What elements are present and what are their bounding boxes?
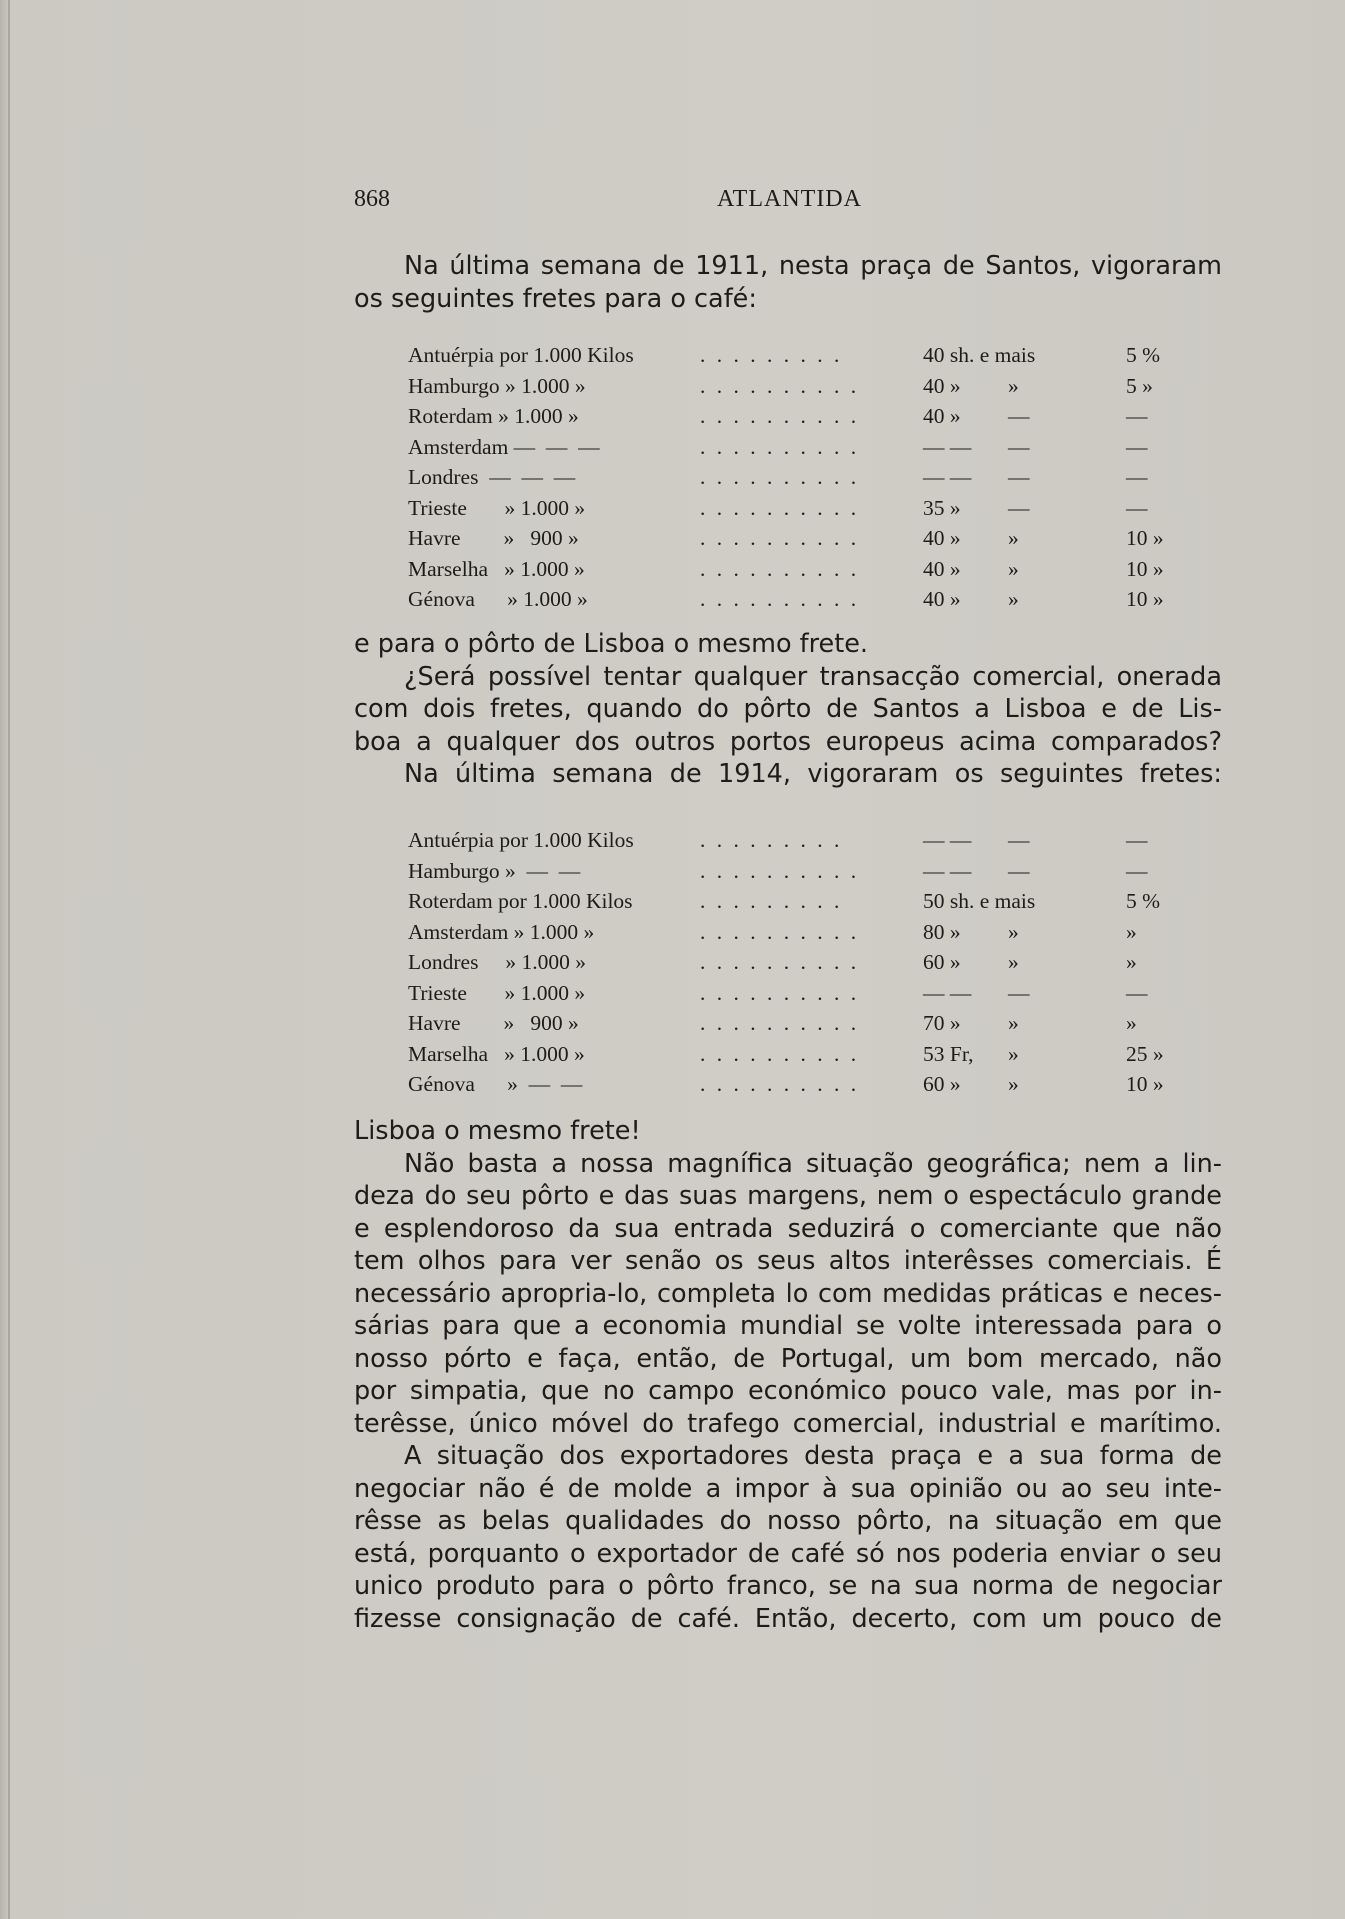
- text-line: está, porquanto o exportador de café só nos poderia enviar o seu: [354, 1538, 1222, 1569]
- table-row: [408, 1042, 1208, 1073]
- text-line: rêsse as belas qualidades do nosso pôrto, na situação em que: [354, 1506, 1222, 1536]
- freight-value: 80 »: [923, 919, 961, 944]
- leader-dots: . . . . . . . . . .: [700, 1072, 860, 1096]
- surcharge-mark: »: [1008, 1072, 1019, 1096]
- percent-value: —: [1126, 434, 1148, 459]
- leader-dots: . . . . . . . . . .: [700, 556, 860, 581]
- surcharge-mark: »: [1008, 1011, 1019, 1035]
- port-cell: Amsterdam — — —: [408, 434, 600, 459]
- freight-value: 35 »: [923, 495, 961, 520]
- port-cell: Hamburgo » 1.000 »: [408, 373, 586, 398]
- table-row: [408, 465, 1208, 496]
- port-cell: Hamburgo » — —: [408, 858, 581, 883]
- table-row: [408, 496, 1208, 527]
- port-cell: Marselha » 1.000 »: [408, 1041, 585, 1066]
- table-row: [408, 889, 1208, 920]
- leader-dots: . . . . . . . . .: [700, 828, 843, 852]
- freight-value: — —: [923, 434, 972, 459]
- text-line: negociar não é de molde a impor à sua opinião ou ao seu inte-: [354, 1473, 1222, 1504]
- percent-value: 25 »: [1126, 1041, 1164, 1066]
- freight-value: — —: [923, 980, 972, 1005]
- table-row: [408, 920, 1208, 951]
- port-cell: Amsterdam » 1.000 »: [408, 919, 595, 944]
- surcharge-mark: —: [1008, 980, 1030, 1005]
- leader-dots: . . . . . . . . . .: [700, 373, 860, 398]
- freight-value: — —: [923, 465, 972, 489]
- leader-dots: . . . . . . . . .: [700, 889, 843, 913]
- surcharge-mark: —: [1008, 465, 1030, 489]
- table-row: [408, 859, 1208, 890]
- text-line: Na última semana de 1914, vigoraram os seguintes fretes:: [404, 759, 1222, 789]
- leader-dots: . . . . . . . . . .: [700, 526, 860, 550]
- text-line: por simpatia, que no campo económico pouco vale, mas por in-: [354, 1376, 1222, 1406]
- text-line: os seguintes fretes para o café:: [354, 283, 757, 314]
- freight-value: 40 »: [923, 556, 961, 581]
- leader-dots: . . . . . . . . . .: [700, 495, 860, 520]
- table-row: [408, 1011, 1208, 1042]
- table-row: [408, 374, 1208, 405]
- page-number: 868: [354, 186, 390, 212]
- surcharge-mark: —: [1008, 404, 1030, 428]
- leader-dots: . . . . . . . . .: [700, 343, 843, 367]
- text-line: e para o pôrto de Lisboa o mesmo frete.: [354, 629, 869, 659]
- page-edge: [8, 0, 10, 1919]
- table-row: [408, 435, 1208, 466]
- page-header: [354, 186, 1214, 216]
- percent-value: 5 %: [1126, 889, 1161, 913]
- text-line: Lisboa o mesmo frete!: [354, 1116, 641, 1146]
- table-row: [408, 828, 1208, 859]
- percent-value: 10 »: [1126, 556, 1164, 581]
- percent-value: —: [1126, 858, 1148, 883]
- freight-value: 40 »: [923, 526, 961, 550]
- text-line: ¿Será possível tentar qualquer transacção comercial, onerada: [404, 661, 1222, 692]
- surcharge-mark: »: [1008, 950, 1019, 974]
- port-cell: Havre » 900 »: [408, 526, 579, 550]
- port-cell: Havre » 900 »: [408, 1011, 579, 1035]
- freight-value: 40 »: [923, 373, 961, 398]
- port-cell: Trieste » 1.000 »: [408, 980, 586, 1005]
- text-line: unico produto para o pôrto franco, se na sua norma de negociar: [354, 1571, 1222, 1601]
- port-cell: Roterdam por 1.000 Kilos: [408, 889, 633, 913]
- percent-value: »: [1126, 950, 1137, 974]
- freight-value: 50 sh. e mais: [923, 889, 1036, 913]
- table-row: [408, 981, 1208, 1012]
- port-cell: Antuérpia por 1.000 Kilos: [408, 828, 634, 852]
- intro-paragraph: [354, 250, 1222, 315]
- surcharge-mark: »: [1008, 919, 1019, 944]
- percent-value: »: [1126, 1011, 1137, 1035]
- leader-dots: . . . . . . . . . .: [700, 434, 860, 459]
- freight-value: — —: [923, 858, 972, 883]
- percent-value: —: [1126, 828, 1148, 852]
- table-row: [408, 1072, 1208, 1103]
- text-line: fizesse consignação de café. Então, decerto, com um pouco de: [354, 1603, 1222, 1634]
- freight-value: — —: [923, 828, 972, 852]
- leader-dots: . . . . . . . . . .: [700, 587, 860, 611]
- table-row: [408, 404, 1208, 435]
- port-cell: Marselha » 1.000 »: [408, 556, 585, 581]
- percent-value: 5 %: [1126, 343, 1161, 367]
- port-cell: Génova » 1.000 »: [408, 587, 588, 611]
- body-text: [354, 1115, 1222, 1635]
- percent-value: »: [1126, 919, 1137, 944]
- text-line: com dois fretes, quando do pôrto de Santos a Lisboa e de Lis-: [354, 694, 1222, 724]
- surcharge-mark: —: [1008, 495, 1030, 520]
- leader-dots: . . . . . . . . . .: [700, 1011, 860, 1035]
- text-line: terêsse, único móvel do trafego comercial, industrial e marítimo.: [354, 1408, 1222, 1439]
- leader-dots: . . . . . . . . . .: [700, 465, 860, 489]
- text-line: Não basta a nossa magnífica situação geográfica; nem a lin-: [404, 1148, 1222, 1179]
- running-title: ATLANTIDA: [717, 186, 862, 212]
- port-cell: Génova » — —: [408, 1072, 583, 1096]
- freight-value: 70 »: [923, 1011, 961, 1035]
- percent-value: —: [1126, 465, 1148, 489]
- percent-value: 10 »: [1126, 1072, 1164, 1096]
- table-row: [408, 587, 1208, 618]
- leader-dots: . . . . . . . . . .: [700, 1041, 860, 1066]
- text-line: nosso pórto e faça, então, de Portugal, um bom mercado, não: [354, 1343, 1222, 1374]
- freight-table-1914: [408, 828, 1208, 1103]
- text-line: Na última semana de 1911, nesta praça de Santos, vigoraram: [404, 251, 1222, 281]
- leader-dots: . . . . . . . . . .: [700, 858, 860, 883]
- freight-value: 60 »: [923, 1072, 961, 1096]
- freight-value: 40 »: [923, 404, 961, 428]
- surcharge-mark: —: [1008, 434, 1030, 459]
- freight-value: 40 sh. e mais: [923, 343, 1036, 367]
- port-cell: Trieste » 1.000 »: [408, 495, 586, 520]
- port-cell: Londres » 1.000 »: [408, 950, 586, 974]
- freight-table-1911: [408, 343, 1208, 618]
- middle-paragraph: [354, 628, 1222, 791]
- percent-value: —: [1126, 980, 1148, 1005]
- surcharge-mark: »: [1008, 587, 1019, 611]
- freight-value: 60 »: [923, 950, 961, 974]
- percent-value: —: [1126, 495, 1148, 520]
- percent-value: —: [1126, 404, 1148, 428]
- leader-dots: . . . . . . . . . .: [700, 980, 860, 1005]
- leader-dots: . . . . . . . . . .: [700, 404, 860, 428]
- table-row: [408, 526, 1208, 557]
- leader-dots: . . . . . . . . . .: [700, 950, 860, 974]
- port-cell: Antuérpia por 1.000 Kilos: [408, 343, 634, 367]
- surcharge-mark: »: [1008, 373, 1019, 398]
- percent-value: 10 »: [1126, 587, 1164, 611]
- freight-value: 53 Fr,: [923, 1041, 974, 1066]
- table-row: [408, 950, 1208, 981]
- percent-value: 10 »: [1126, 526, 1164, 550]
- surcharge-mark: —: [1008, 858, 1030, 883]
- surcharge-mark: »: [1008, 526, 1019, 550]
- freight-value: 40 »: [923, 587, 961, 611]
- table-row: [408, 557, 1208, 588]
- table-row: [408, 343, 1208, 374]
- surcharge-mark: »: [1008, 1041, 1019, 1066]
- text-line: deza do seu pôrto e das suas margens, nem o espectáculo grande: [354, 1181, 1222, 1211]
- text-line: necessário apropria-lo, completa lo com medidas práticas e neces-: [354, 1278, 1222, 1309]
- leader-dots: . . . . . . . . . .: [700, 919, 860, 944]
- text-line: sárias para que a economia mundial se volte interessada para o: [354, 1311, 1222, 1341]
- surcharge-mark: »: [1008, 556, 1019, 581]
- port-cell: Roterdam » 1.000 »: [408, 404, 579, 428]
- port-cell: Londres — — —: [408, 465, 576, 489]
- text-line: e esplendoroso da sua entrada seduzirá o comerciante que não: [354, 1213, 1222, 1244]
- text-line: tem olhos para ver senão os seus altos interêsses comerciais. É: [354, 1246, 1222, 1276]
- text-line: A situação dos exportadores desta praça e a sua forma de: [404, 1441, 1222, 1471]
- surcharge-mark: —: [1008, 828, 1030, 852]
- text-line: boa a qualquer dos outros portos europeus acima comparados?: [354, 726, 1222, 757]
- percent-value: 5 »: [1126, 373, 1153, 398]
